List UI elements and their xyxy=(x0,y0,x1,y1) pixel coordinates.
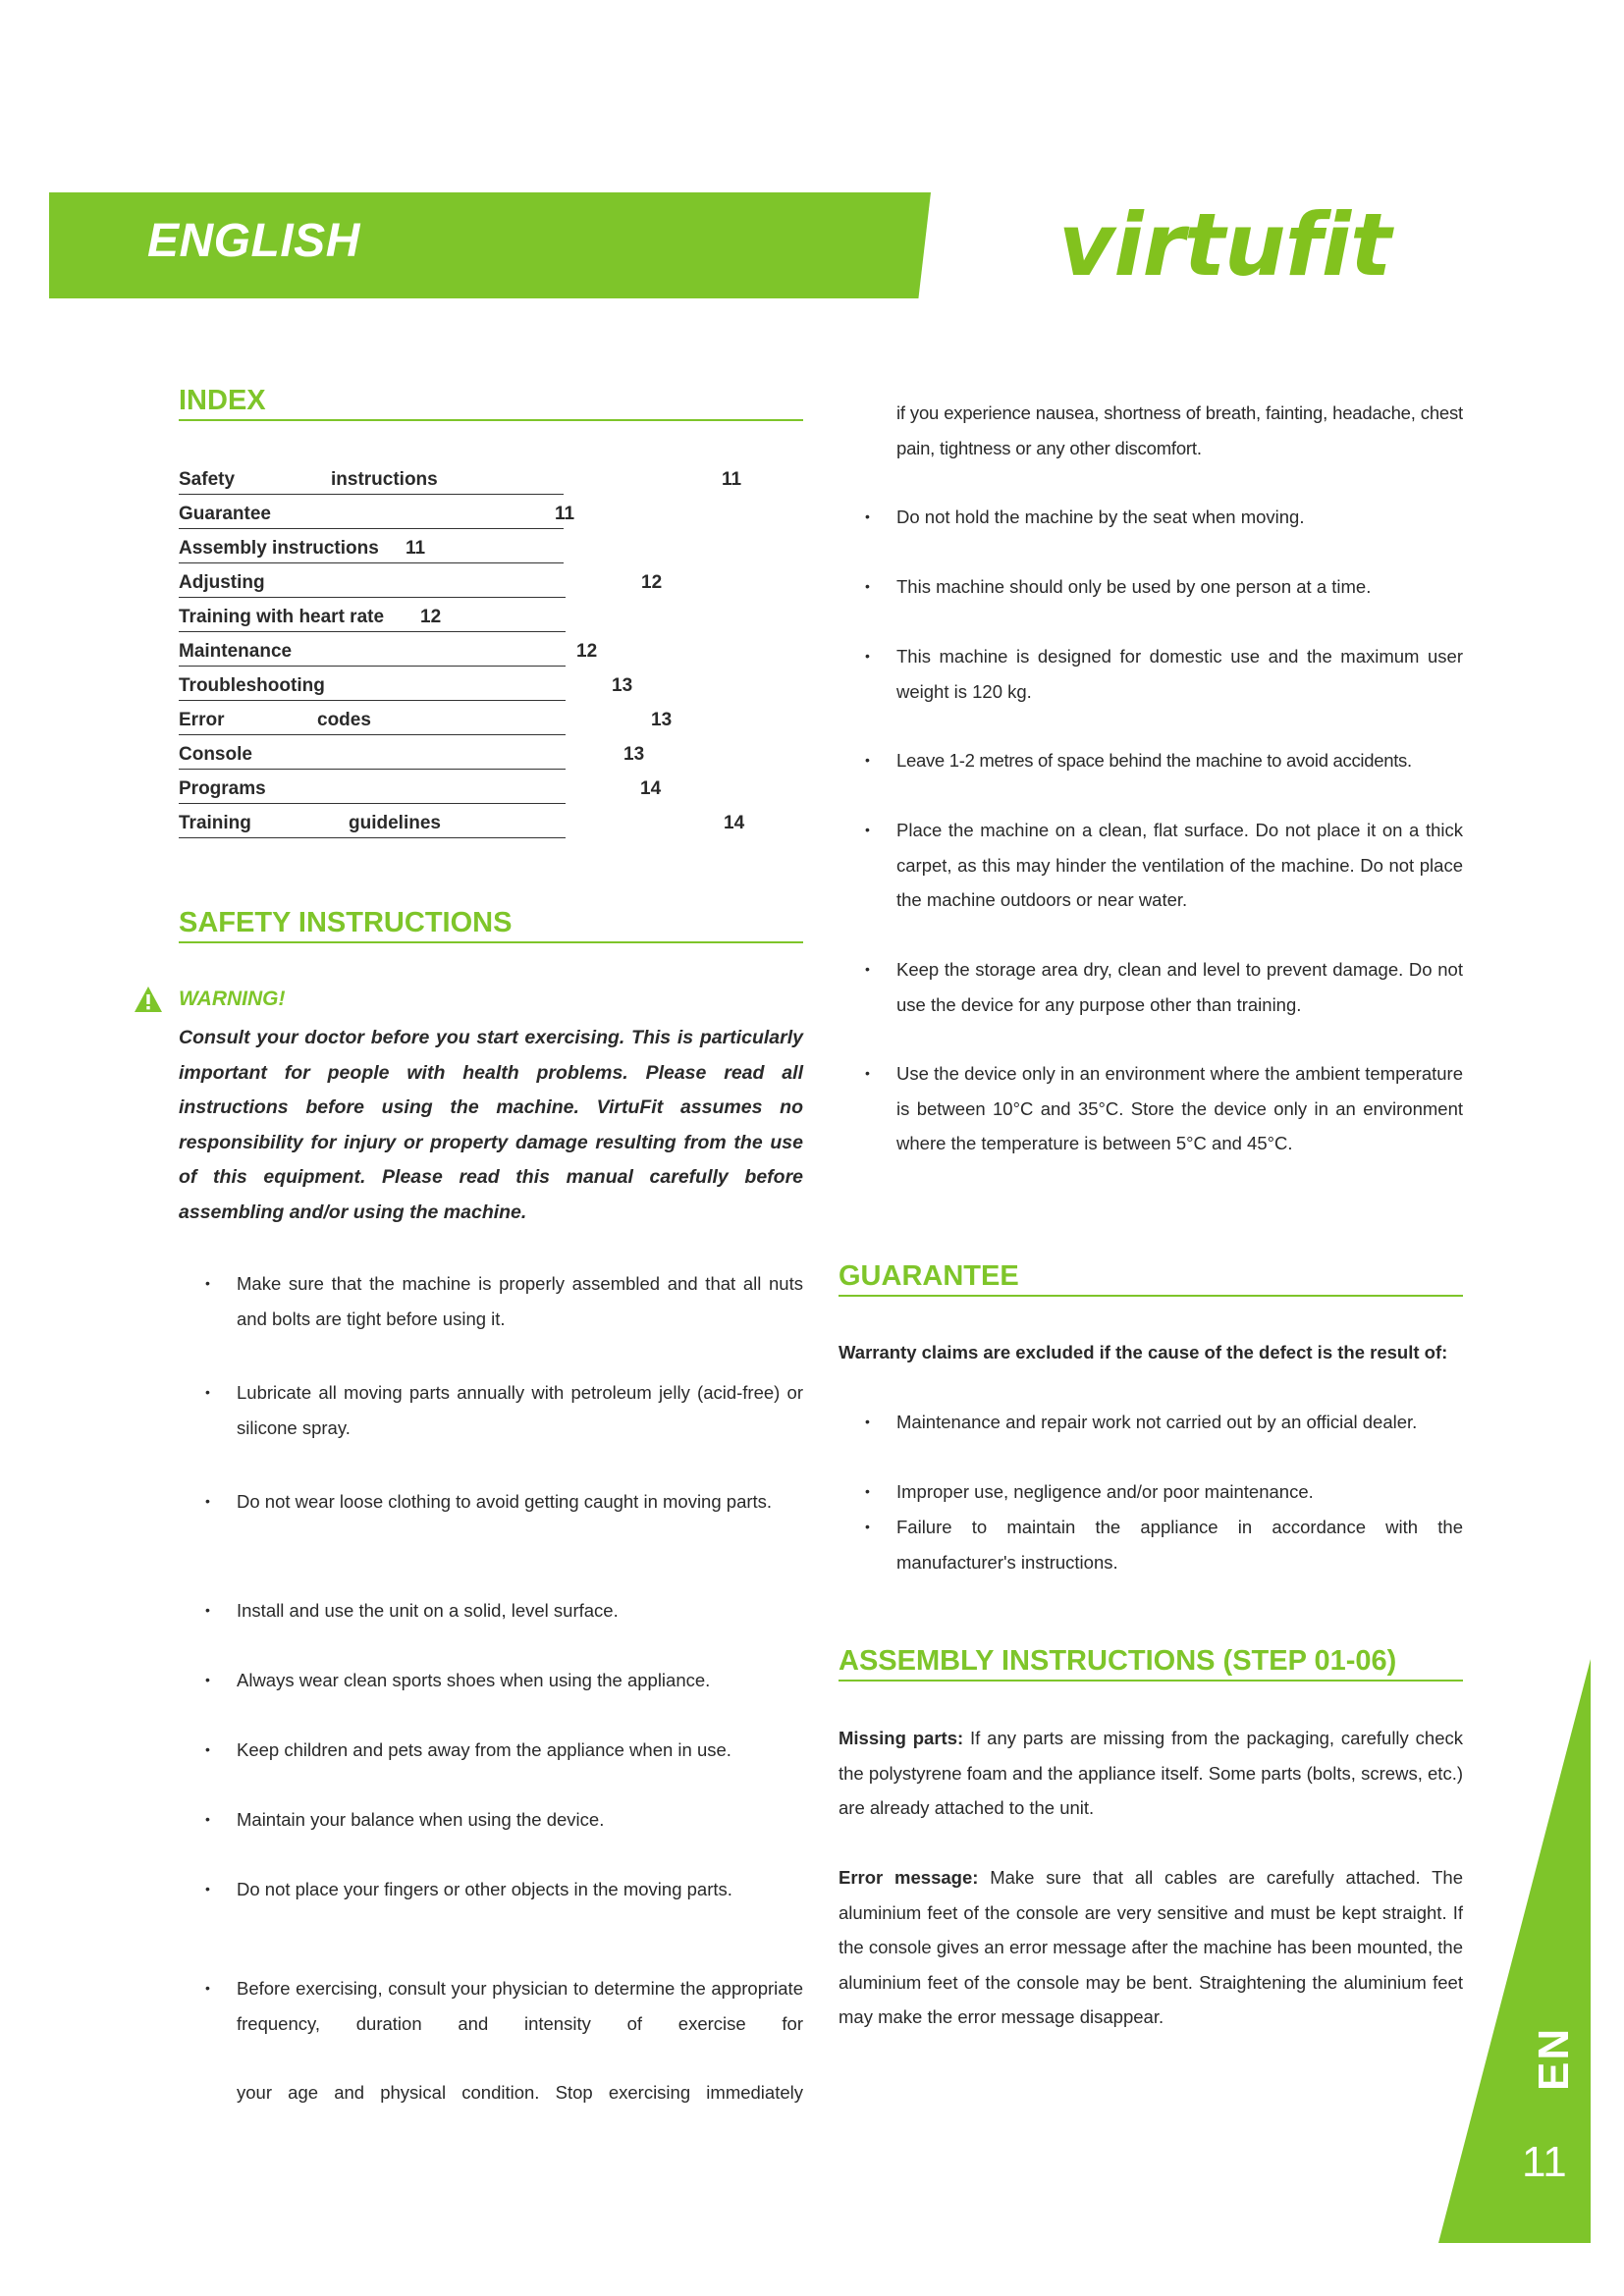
assembly-section xyxy=(839,1645,1463,1682)
guarantee-bullet: • Failure to maintain the appliance in accordance with the manufacturer's instructions. xyxy=(865,1517,1463,1573)
warning-text: Consult your doctor before you start exercising. This is particularly important for people with health problems. Please read all instructions before using the machine. VirtuFit assumes no responsibility for injury or property damage resulting from the use of this equipment. Please read this manual carefully before assembling and/or using the machine. xyxy=(179,1027,803,1223)
safety-bullet: • Make sure that the machine is properly assembled and that all nuts and bolts are tight before using it. xyxy=(205,1273,803,1329)
safety-bullet: • This machine is designed for domestic use and the maximum user weight is 120 kg. xyxy=(865,646,1463,702)
page-title: ENGLISH xyxy=(147,215,360,267)
safety-bullet: • Do not hold the machine by the seat when moving. xyxy=(865,507,1305,527)
safety-bullet: • Before exercising, consult your physician to determine the appropriate frequency, duration and intensity of exercise for xyxy=(205,1978,803,2034)
index-section xyxy=(179,385,803,421)
warning-title: WARNING! xyxy=(179,988,286,1010)
assembly-heading: ASSEMBLY INSTRUCTIONS (STEP 01-06) xyxy=(839,1645,1463,1682)
warning-icon xyxy=(134,985,163,1014)
page-number: 11 xyxy=(1522,2138,1567,2186)
safety-bullet-continuation: your age and physical condition. Stop exercising immediately xyxy=(237,2082,803,2103)
safety-bullet: • Keep the storage area dry, clean and level to prevent damage. Do not use the device for any purpose other than training. xyxy=(865,959,1463,1015)
assembly-missing-parts: Missing parts: If any parts are missing from the packaging, carefully check the polystyrene foam and the appliance itself. Some parts (bolts, screws, etc.) are already attached to the unit. xyxy=(839,1728,1463,1818)
safety-bullet: • Do not wear loose clothing to avoid getting caught in moving parts. xyxy=(205,1491,773,1512)
assembly-error-message: Error message: Make sure that all cables are carefully attached. The aluminium feet of the console are very sensitive and must be kept straight. If the console gives an error message after the machine has been mounted, the aluminium feet of the console may be bent. Straightening the aluminium feet may make the error message disappear. xyxy=(839,1867,1464,2027)
safety-heading: SAFETY INSTRUCTIONS xyxy=(179,907,803,943)
guarantee-heading: GUARANTEE xyxy=(839,1260,1463,1297)
guarantee-section xyxy=(839,1260,1463,1297)
safety-bullet: • Keep children and pets away from the appliance when in use. xyxy=(205,1739,731,1760)
safety-bullet: • Do not place your fingers or other objects in the moving parts. xyxy=(205,1879,732,1899)
brand-logo: virtufit xyxy=(1058,194,1391,295)
safety-bullet: • Leave 1-2 metres of space behind the machine to avoid accidents. xyxy=(865,750,1412,771)
safety-bullet: • Place the machine on a clean, flat surface. Do not place it on a thick carpet, as this may hinder the ventilation of the machine. Do not place the machine outdoors or near water. xyxy=(865,820,1463,910)
safety-bullet: • This machine should only be used by one person at a time. xyxy=(865,576,1372,597)
index-list: Safety instructions 11 Guarantee 11 Assembly instructions 11 Adjusting 12 Training with heart rate 12 Maintenance 12 Troubleshooting 13 Error codes 13 Console 13 Programs 14 Training guidelines 14 xyxy=(179,469,807,842)
safety-section xyxy=(179,907,803,943)
safety-bullet: • Lubricate all moving parts annually with petroleum jelly (acid-free) or silicone spray. xyxy=(205,1382,803,1438)
safety-bullet-continuation: if you experience nausea, shortness of breath, fainting, headache, chest pain, tightness or any other discomfort. xyxy=(896,402,1463,458)
safety-bullet: • Maintain your balance when using the device. xyxy=(205,1809,605,1830)
safety-bullet: • Install and use the unit on a solid, level surface. xyxy=(205,1600,619,1621)
guarantee-bullet: • Improper use, negligence and/or poor maintenance. xyxy=(865,1481,1314,1502)
guarantee-intro: Warranty claims are excluded if the cause of the defect is the result of: xyxy=(839,1342,1448,1362)
language-tab: EN xyxy=(1530,2026,1578,2091)
safety-bullet: • Always wear clean sports shoes when using the appliance. xyxy=(205,1670,711,1690)
safety-bullet: • Use the device only in an environment where the ambient temperature is between 10°C and 35°C. Store the device only in an environment where the temperature is between 5°C and 45°C. xyxy=(865,1063,1463,1153)
index-heading: INDEX xyxy=(179,385,803,421)
guarantee-bullet: • Maintenance and repair work not carried out by an official dealer. xyxy=(865,1412,1418,1432)
